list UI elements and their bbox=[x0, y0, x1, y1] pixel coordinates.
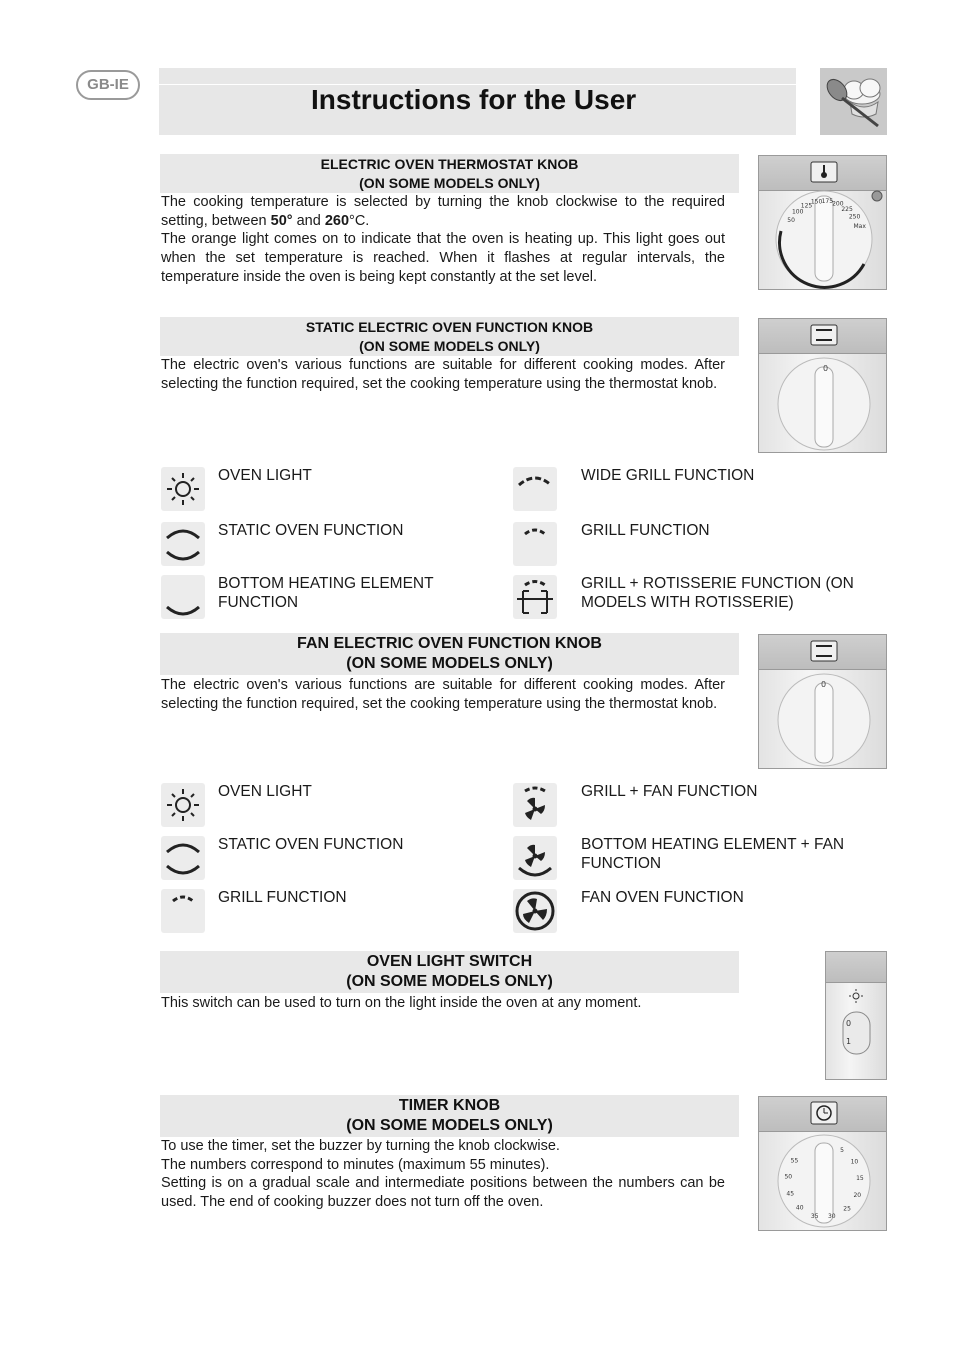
knob-scale-label: 55 bbox=[790, 1157, 799, 1165]
timer-knob-scale bbox=[759, 1097, 887, 1231]
timer-knob-panel bbox=[758, 1096, 887, 1231]
knob-scale-label: Max bbox=[853, 223, 866, 230]
static-item-label: BOTTOM HEATING ELEMENT FUNCTION bbox=[218, 575, 434, 611]
knob-scale-label: 15 bbox=[856, 1174, 864, 1182]
knob-scale-label: 225 bbox=[841, 205, 853, 213]
bottom-fan-icon bbox=[513, 836, 557, 880]
fan-item-label: FAN OVEN FUNCTION bbox=[581, 889, 744, 906]
light-switch-panel bbox=[825, 951, 887, 1080]
chef-hat-spoon-logo bbox=[820, 68, 887, 135]
static-item-label: WIDE GRILL FUNCTION bbox=[581, 467, 755, 484]
knob-scale-label: 125 bbox=[800, 202, 813, 210]
knob-scale-label: 200 bbox=[832, 200, 844, 208]
knob-scale-label: 20 bbox=[853, 1191, 862, 1199]
knob-scale-label: 30 bbox=[827, 1213, 836, 1221]
fan-item-label: GRILL FUNCTION bbox=[218, 889, 347, 906]
oven-light-icon bbox=[161, 467, 205, 511]
thermostat-text: The cooking temperature is selected by turning the knob clockwise to the required setting, between 50° and 260°C. The orange light comes on to indicate that the oven is heating up. This light goes out when the set temperature is reached. When it flashes at regular intervals, the temperature inside the oven is being kept constantly at the set level. bbox=[161, 194, 725, 285]
static-oven-icon bbox=[161, 836, 205, 880]
static-item-label: GRILL FUNCTION bbox=[581, 522, 710, 539]
static-item-label: GRILL + ROTISSERIE FUNCTION (ON MODELS WITH ROTISSERIE) bbox=[581, 575, 854, 611]
knob-scale-label: 10 bbox=[850, 1158, 859, 1166]
timer-text: To use the timer, set the buzzer by turning the knob clockwise. The numbers correspond to minutes (maximum 55 minutes). Setting is on a gradual scale and intermediate positions between the numbers can be used. The end of cooking buzzer does not turn off the oven. bbox=[161, 1138, 725, 1211]
wide-grill-icon bbox=[513, 467, 557, 511]
switch-off-label: 0 bbox=[846, 1019, 852, 1028]
fan-item-label: BOTTOM HEATING ELEMENT + FAN FUNCTION bbox=[581, 836, 845, 872]
knob-scale-label: 25 bbox=[843, 1205, 851, 1213]
static-item-label: OVEN LIGHT bbox=[218, 467, 312, 484]
knob-scale-label: 5 bbox=[840, 1146, 844, 1154]
knob-scale-label: 100 bbox=[791, 208, 804, 216]
thermostat-knob-panel bbox=[758, 155, 887, 290]
fan-function-knob-panel bbox=[758, 634, 887, 769]
fan-item-label: STATIC OVEN FUNCTION bbox=[218, 836, 404, 853]
static-function-knob-panel bbox=[758, 318, 887, 453]
fan-knob-zero: 0 bbox=[821, 680, 827, 689]
page-title: Instructions for the User bbox=[311, 84, 637, 115]
knob-scale-label: 50 bbox=[784, 1173, 793, 1181]
switch-on-label: 1 bbox=[846, 1037, 852, 1046]
light-switch-text: This switch can be used to turn on the light inside the oven at any moment. bbox=[161, 995, 642, 1011]
static-knob-zero: 0 bbox=[823, 364, 829, 373]
fan-function-heading: FAN ELECTRIC OVEN FUNCTION KNOB (ON SOME MODELS ONLY) bbox=[160, 633, 739, 675]
timer-heading: TIMER KNOB (ON SOME MODELS ONLY) bbox=[160, 1095, 739, 1137]
thermostat-heading: ELECTRIC OVEN THERMOSTAT KNOB (ON SOME MODELS ONLY) bbox=[160, 154, 739, 193]
grill-icon bbox=[513, 522, 557, 566]
grill-icon bbox=[161, 889, 205, 933]
fan-function-text: The electric oven's various functions are suitable for different cooking modes. After selecting the function required, set the cooking temperature using the thermostat knob. bbox=[161, 677, 725, 712]
knob-scale-label: 45 bbox=[786, 1190, 795, 1198]
region-badge: GB-IE bbox=[76, 70, 140, 100]
oven-light-icon bbox=[161, 783, 205, 827]
static-function-text: The electric oven's various functions are suitable for different cooking modes. After selecting the function required, set the cooking temperature using the thermostat knob. bbox=[161, 357, 725, 392]
grill-fan-icon bbox=[513, 783, 557, 827]
static-function-heading: STATIC ELECTRIC OVEN FUNCTION KNOB (ON SOME MODELS ONLY) bbox=[160, 317, 739, 356]
static-oven-icon bbox=[161, 522, 205, 566]
knob-scale-label: 250 bbox=[848, 213, 861, 221]
knob-scale-label: 35 bbox=[810, 1212, 819, 1220]
bottom-heating-icon bbox=[161, 575, 205, 619]
fan-item-label: GRILL + FAN FUNCTION bbox=[581, 783, 758, 800]
knob-scale-label: 150 bbox=[810, 198, 823, 206]
static-item-label: STATIC OVEN FUNCTION bbox=[218, 522, 404, 539]
fan-oven-icon bbox=[513, 889, 557, 933]
knob-scale-label: 40 bbox=[795, 1204, 804, 1212]
thermostat-knob-scale bbox=[759, 156, 887, 290]
grill-rotisserie-icon bbox=[513, 575, 557, 619]
knob-scale-label: 175 bbox=[821, 198, 834, 206]
light-switch-heading: OVEN LIGHT SWITCH (ON SOME MODELS ONLY) bbox=[160, 951, 739, 993]
fan-item-label: OVEN LIGHT bbox=[218, 783, 312, 800]
knob-scale-label: 50 bbox=[787, 217, 795, 224]
